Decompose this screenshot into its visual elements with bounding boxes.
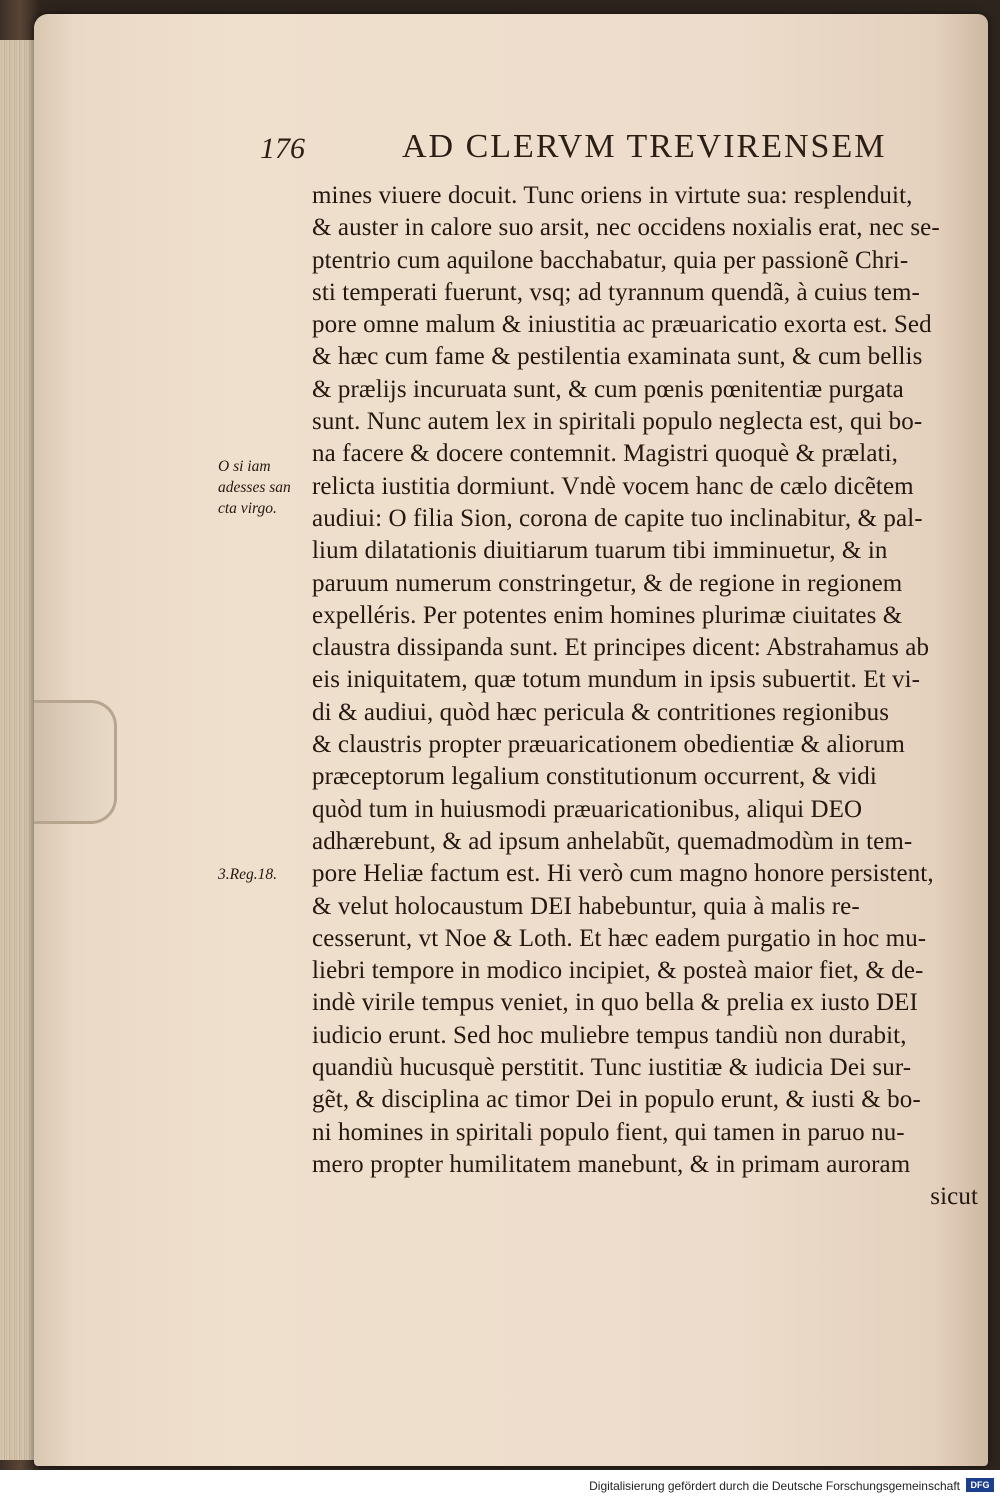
text-line: paruum numerum constringetur, & de regione in regionem — [312, 569, 903, 597]
text-line: expelléris. Per potentes enim homines plurimæ ciuitates & — [312, 601, 903, 629]
text-line: pore omne malum & iniustitia ac præuaricatio exorta est. Sed — [312, 311, 932, 339]
catchword: sicut — [930, 1183, 978, 1211]
text-line: audiui: O filia Sion, corona de capite tuo inclinabitur, & pal- — [312, 504, 923, 532]
marginal-reference — [218, 864, 277, 885]
text-line: di & audiui, quòd hæc pericula & contritiones regionibus — [312, 698, 890, 726]
text-line: præceptorum legalium constitutionum occurrent, & vidi — [312, 763, 877, 791]
footer-credit: Digitalisierung gefördert durch die Deutsche Forschungsgemeinschaft — [589, 1479, 960, 1493]
marginal-line: cta virgo. — [218, 500, 277, 517]
text-line: eis iniquitatem, quæ totum mundum in ipsis subuertit. Et vi- — [312, 666, 921, 694]
text-line: liebri tempore in modico incipiet, & posteà maior fiet, & de- — [312, 957, 924, 985]
text-line: iudicio erunt. Sed hoc muliebre tempus tandiù non durabit, — [312, 1021, 907, 1049]
footer-bar — [0, 1470, 1000, 1501]
marginal-line: 3.Reg.18. — [218, 866, 277, 883]
text-line: claustra dissipanda sunt. Et principes dicent: Abstrahamus ab — [312, 634, 930, 662]
text-line: mero propter humilitatem manebunt, & in primam auroram — [312, 1150, 911, 1178]
marginal-line: O si iam — [218, 458, 271, 475]
text-line: quòd tum in huiusmodi præuaricationibus, aliqui DEO — [312, 795, 863, 823]
running-head: AD CLERVM TREVIRENSEM — [402, 128, 887, 165]
text-line: & claustris propter præuaricationem obedientiæ & aliorum — [312, 731, 905, 759]
text-line: sti temperati fuerunt, vsq; ad tyrannum quendã, à cuius tem- — [312, 278, 920, 306]
text-line: sunt. Nunc autem lex in spiritali populo neglecta est, qui bo- — [312, 408, 923, 436]
text-line: lium dilatationis diuitiarum tuarum tibi imminuetur, & in — [312, 537, 888, 565]
text-line: ptentrio cum aquilone bacchabatur, quia per passionẽ Chri- — [312, 246, 909, 274]
text-line: pore Heliæ factum est. Hi verò cum magno honore persistent, — [312, 860, 934, 888]
text-line: quandiù hucusquè perstitit. Tunc iustitiæ & iudicia Dei sur- — [312, 1054, 912, 1082]
text-line: & auster in calore suo arsit, nec occidens noxialis erat, nec se- — [312, 214, 940, 242]
body-text — [312, 180, 988, 1214]
text-line: na facere & docere contemnit. Magistri quoquè & prælati, — [312, 440, 898, 468]
text-line: & prælijs incuruata sunt, & cum pœnis pœnitentiæ purgata — [312, 375, 904, 403]
marginal-note — [218, 456, 291, 519]
page-clip — [34, 700, 117, 824]
text-line: & hæc cum fame & pestilentia examinata sunt, & cum bellis — [312, 343, 923, 371]
text-line: relicta iustitia dormiunt. Vndè vocem hanc de cælo dicẽtem — [312, 472, 914, 500]
marginal-line: adesses san — [218, 479, 291, 496]
text-line: mines viuere docuit. Tunc oriens in virtute sua: resplenduit, — [312, 182, 913, 209]
text-line: & velut holocaustum DEI habebuntur, quia à malis re- — [312, 892, 860, 920]
text-line: gẽt, & disciplina ac timor Dei in populo erunt, & iusti & bo- — [312, 1086, 921, 1114]
text-line: indè virile tempus veniet, in quo bella & prelia ex iusto DEI — [312, 989, 918, 1017]
text-line: adhærebunt, & ad ipsum anhelabũt, quemadmodùm in tem- — [312, 827, 913, 855]
text-line: ni homines in spiritali populo fient, qui tamen in paruo nu- — [312, 1118, 905, 1146]
text-line: cesserunt, vt Noe & Loth. Et hæc eadem purgatio in hoc mu- — [312, 924, 927, 952]
page-header — [260, 124, 960, 174]
page-number: 176 — [260, 132, 305, 165]
dfg-logo: DFG — [966, 1478, 994, 1492]
